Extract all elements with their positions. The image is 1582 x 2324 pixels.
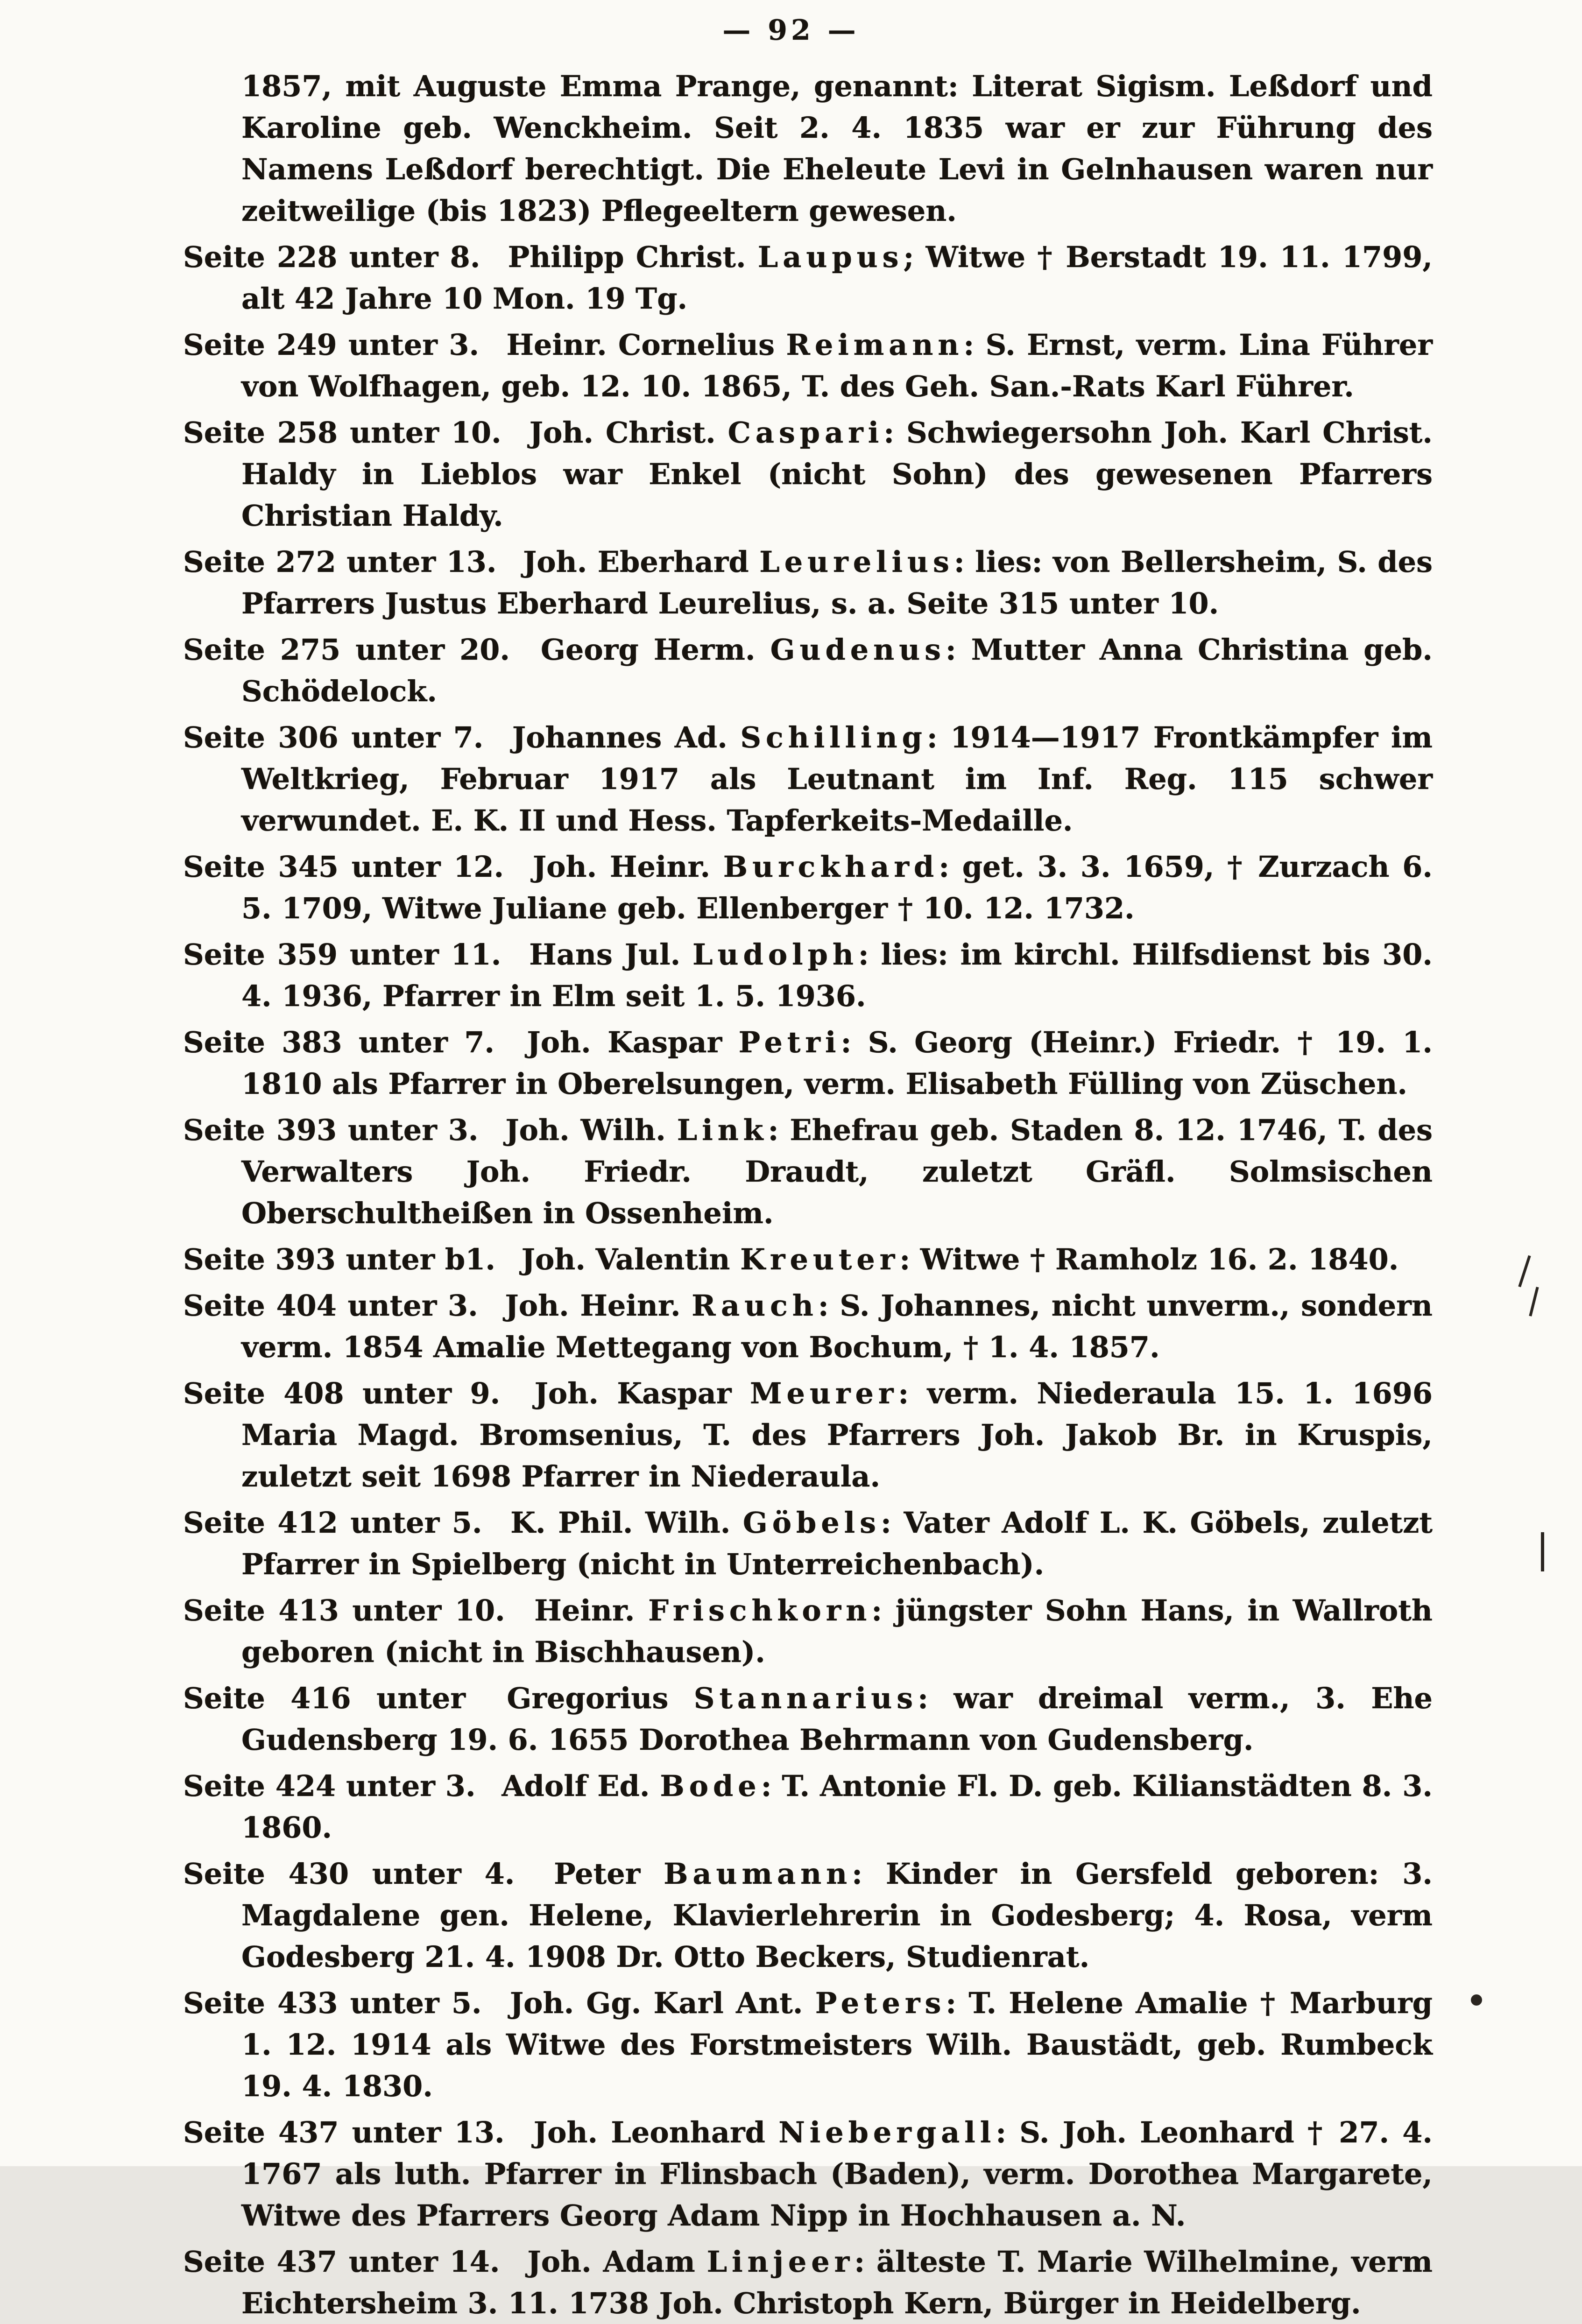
entry-person-name: Baumann <box>664 1857 852 1891</box>
entry-person-name: Peters <box>815 1986 946 2020</box>
entry-person-name: Link <box>677 1113 768 1147</box>
entry-person-name: Schilling <box>740 720 927 754</box>
entry-text-post: : T. Antonie Fl. D. geb. Kilianstädten 8. 3. 1860. <box>241 1769 1433 1845</box>
entry-person-name: Bode <box>660 1769 761 1803</box>
scan-artifact-stroke <box>1541 1532 1544 1571</box>
entry-page-ref: Seite 275 unter 20. <box>183 633 525 667</box>
entry-text-pre: Joh. Wilh. <box>505 1113 677 1147</box>
entry-text-post: : war dreimal verm., 3. Ehe Gudensberg 19. 6. 1655 Dorothea Behrmann von Gudensberg. <box>241 1681 1433 1757</box>
correction-entry <box>183 1239 1433 1280</box>
entry-page-ref: Seite 416 unter <box>183 1681 491 1715</box>
entry-person-name: Meurer <box>749 1376 898 1410</box>
correction-entry <box>183 717 1433 841</box>
entry-text-pre: Joh. Gg. Karl Ant. <box>509 1986 815 2020</box>
entry-text-post: ; Witwe † Berstadt 19. 11. 1799, alt 42 Jahre 10 Mon. 19 Tg. <box>241 240 1433 316</box>
correction-entry <box>183 1373 1433 1497</box>
entry-text-pre: Joh. Leonhard <box>533 2115 779 2149</box>
entry-page-ref: Seite 393 unter b1. <box>183 1242 506 1276</box>
correction-entry <box>183 1285 1433 1368</box>
correction-entry <box>183 1853 1433 1978</box>
entry-text-post: : S. Johannes, nicht unverm., sondern verm. 1854 Amalie Mettegang von Bochum, † 1. 4. 1857. <box>241 1289 1433 1364</box>
entry-text-pre: Joh. Christ. <box>529 416 728 450</box>
entry-page-ref: Seite 430 unter 4. <box>183 1857 538 1891</box>
correction-entry <box>183 2112 1433 2236</box>
entry-text-post: : verm. Niederaula 15. 1. 1696 Maria Magd. Bromsenius, T. des Pfarrers Joh. Jakob Br. in Kruspis, zuletzt seit 1698 Pfarrer in Niederaula. <box>241 1376 1433 1493</box>
entry-text-pre: Joh. Heinr. <box>505 1289 692 1323</box>
entry-text-pre: Philipp Christ. <box>508 240 758 274</box>
text-block <box>183 65 1433 2324</box>
entry-page-ref: Seite 433 unter 5. <box>183 1986 494 2020</box>
entry-text-pre: Joh. Valentin <box>521 1242 741 1276</box>
entry-text-post: : lies: im kirchl. Hilfsdienst bis 30. 4. 1936, Pfarrer in Elm seit 1. 5. 1936. <box>241 937 1433 1013</box>
correction-entry <box>183 934 1433 1017</box>
entry-page-ref: Seite 413 unter 10. <box>183 1593 519 1627</box>
entry-text-post: : älteste T. Marie Wilhelmine, verm Eichtersheim 3. 11. 1738 Joh. Christoph Kern, Bürger in Heidelberg. <box>241 2245 1433 2320</box>
correction-entry <box>183 846 1433 929</box>
correction-entry <box>183 1765 1433 1848</box>
entry-text-pre: Georg Herm. <box>540 633 770 667</box>
entry-person-name: Gudenus <box>770 633 946 667</box>
entry-page-ref: Seite 437 unter 13. <box>183 2115 518 2149</box>
entry-person-name: Niebergall <box>778 2115 996 2149</box>
entry-text-post: : jüngster Sohn Hans, in Wallroth geboren (nicht in Bischhausen). <box>241 1593 1433 1669</box>
correction-entry <box>183 236 1433 319</box>
entry-person-name: Frischkorn <box>648 1593 872 1627</box>
entry-text-pre: K. Phil. Wilh. <box>510 1506 743 1540</box>
correction-entry <box>183 1109 1433 1234</box>
correction-entry <box>183 629 1433 712</box>
entry-page-ref: Seite 345 unter 12. <box>183 850 517 884</box>
correction-entry <box>183 541 1433 624</box>
entry-page-ref: Seite 258 unter 10. <box>183 416 514 450</box>
correction-entry <box>183 412 1433 536</box>
entry-person-name: Caspari <box>727 416 884 450</box>
entry-text-post: : S. Georg (Heinr.) Friedr. † 19. 1. 1810 als Pfarrer in Oberelsungen, verm. Elisabeth Fülling von Züschen. <box>241 1025 1433 1101</box>
entry-person-name: Leurelius <box>759 545 954 579</box>
entry-text-post: : Witwe † Ramholz 16. 2. 1840. <box>899 1242 1399 1276</box>
entry-text-pre: Adolf Ed. <box>501 1769 660 1803</box>
entry-page-ref: Seite 408 unter 9. <box>183 1376 519 1410</box>
entry-page-ref: Seite 272 unter 13. <box>183 545 507 579</box>
entry-person-name: Petri <box>738 1025 841 1059</box>
entry-text-post: : Schwiegersohn Joh. Karl Christ. Haldy in Lieblos war Enkel (nicht Sohn) des gewesenen Pfarrers Christian Haldy. <box>241 416 1433 533</box>
entry-text-pre: Joh. Kaspar <box>527 1025 739 1059</box>
page-number: — 92 — <box>722 14 860 47</box>
entry-text-pre: Gregorius <box>507 1681 694 1715</box>
entry-page-ref: Seite 393 unter 3. <box>183 1113 490 1147</box>
entry-person-name: Rauch <box>692 1289 818 1323</box>
correction-entry <box>183 1021 1433 1105</box>
entry-list <box>183 236 1433 2324</box>
entry-page-ref: Seite 404 unter 3. <box>183 1289 489 1323</box>
entry-text-pre: Joh. Adam <box>527 2245 707 2279</box>
scan-artifact-dot <box>1471 1994 1482 2006</box>
entry-page-ref: Seite 249 unter 3. <box>183 328 491 362</box>
entry-text-post: : Vater Adolf L. K. Göbels, zuletzt Pfarrer in Spielberg (nicht in Unterreichenbach). <box>241 1506 1433 1581</box>
entry-text-post: : lies: von Bellersheim, S. des Pfarrers Justus Eberhard Leurelius, s. a. Seite 315 unter 10. <box>241 545 1433 620</box>
correction-entry <box>183 1502 1433 1585</box>
entry-text-pre: Heinr. Cornelius <box>506 328 786 362</box>
entry-text-pre: Joh. Eberhard <box>523 545 760 579</box>
entry-person-name: Reimann <box>786 328 964 362</box>
entry-person-name: Laupus <box>757 240 904 274</box>
entry-page-ref: Seite 412 unter 5. <box>183 1506 495 1540</box>
entry-person-name: Göbels <box>742 1506 881 1540</box>
correction-entry <box>183 2241 1433 2324</box>
continuation-paragraph: 1857, mit Auguste Emma Prange, genannt: Literat Sigism. Leßdorf und Karoline geb. Wenckheim. Seit 2. 4. 1835 war er zur Führung des Namens Leßdorf berechtigt. Die Eheleute Levi in Gelnhausen waren nur zeitweilige (bis 1823) Pflegeeltern gewesen. <box>241 69 1433 228</box>
entry-text-pre: Hans Jul. <box>529 937 693 972</box>
entry-text-post: : T. Helene Amalie † Marburg 1. 12. 1914 als Witwe des Forstmeisters Wilh. Baustädt, geb. Rumbeck 19. 4. 1830. <box>241 1986 1433 2103</box>
entry-text-post: : Kinder in Gersfeld geboren: 3. Magdalene gen. Helene, Klavierlehrerin in Godesberg; 4. Rosa, verm Godesberg 21. 4. 1908 Dr. Otto Beckers, Studienrat. <box>241 1857 1433 1974</box>
entry-text-post: : 1914—1917 Frontkämpfer im Weltkrieg, Februar 1917 als Leutnant im Inf. Reg. 115 schwer verwundet. E. K. II und Hess. Tapferkeits-Medaille. <box>241 720 1433 838</box>
entry-person-name: Linjeer <box>706 2245 855 2279</box>
entry-page-ref: Seite 228 unter 8. <box>183 240 492 274</box>
correction-entry <box>183 324 1433 407</box>
entry-text-post: : get. 3. 3. 1659, † Zurzach 6. 5. 1709, Witwe Juliane geb. Ellenberger † 10. 12. 1732. <box>241 850 1433 925</box>
entry-person-name: Ludolph <box>692 937 858 972</box>
entry-text-post: : S. Ernst, verm. Lina Führer von Wolfhagen, geb. 12. 10. 1865, T. des Geh. San.-Rats Karl Führer. <box>241 328 1433 403</box>
entry-page-ref: Seite 383 unter 7. <box>183 1025 511 1059</box>
entry-person-name: Kreuter <box>740 1242 900 1276</box>
entry-person-name: Stannarius <box>693 1681 918 1715</box>
entry-text-post: : S. Joh. Leonhard † 27. 4. 1767 als luth. Pfarrer in Flinsbach (Baden), verm. Dorothea Margarete, Witwe des Pfarrers Georg Adam Nipp in Hochhausen a. N. <box>241 2115 1433 2232</box>
correction-entry <box>183 1590 1433 1673</box>
entry-page-ref: Seite 424 unter 3. <box>183 1769 486 1803</box>
entry-text-post: : Mutter Anna Christina geb. Schödelock. <box>241 633 1433 708</box>
correction-entry <box>183 1982 1433 2107</box>
entry-text-post: : Ehefrau geb. Staden 8. 12. 1746, T. des Verwalters Joh. Friedr. Draudt, zuletzt Gräfl. Solmsischen Oberschultheißen in Ossenheim. <box>241 1113 1433 1230</box>
entry-page-ref: Seite 359 unter 11. <box>183 937 514 972</box>
entry-text-pre: Joh. Heinr. <box>532 850 723 884</box>
entry-text-pre: Peter <box>554 1857 664 1891</box>
entry-page-ref: Seite 306 unter 7. <box>183 720 496 754</box>
entry-text-pre: Joh. Kaspar <box>534 1376 750 1410</box>
entry-page-ref: Seite 437 unter 14. <box>183 2245 512 2279</box>
entry-person-name: Burckhard <box>723 850 939 884</box>
correction-entry <box>183 1677 1433 1761</box>
entry-text-pre: Johannes Ad. <box>512 720 741 754</box>
scan-artifact-stroke <box>1529 1287 1539 1317</box>
scan-artifact-stroke <box>1518 1255 1531 1287</box>
entry-text-pre: Heinr. <box>534 1593 649 1627</box>
